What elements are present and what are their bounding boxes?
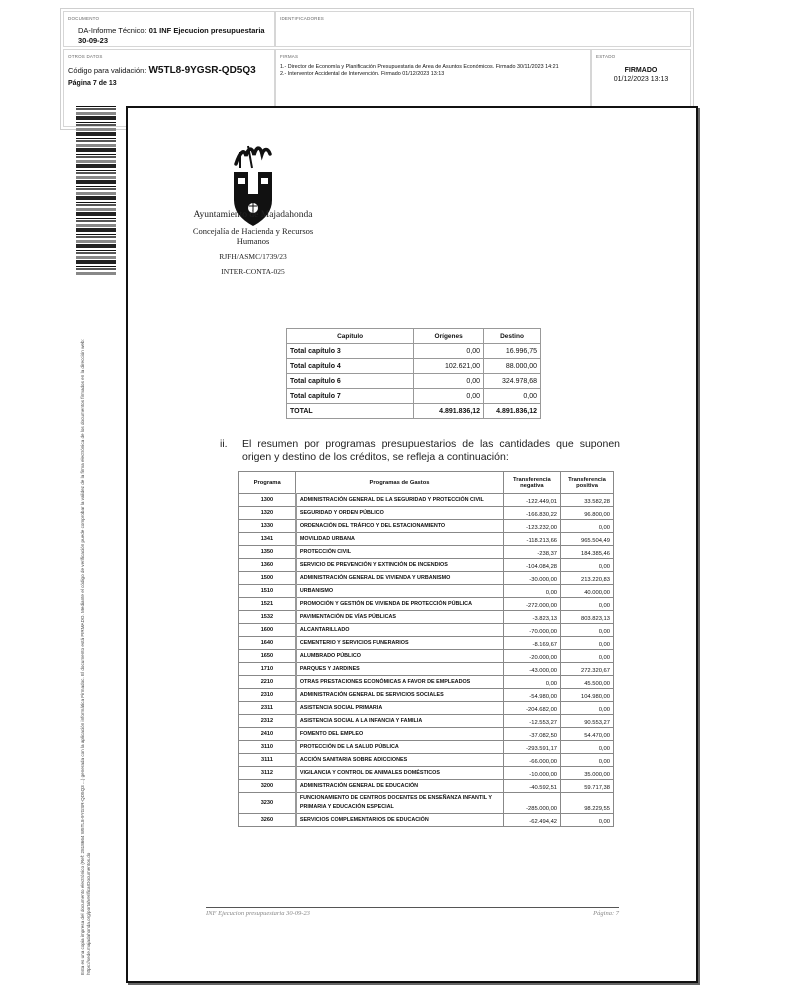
table-row xyxy=(239,793,614,814)
barcode-bar xyxy=(76,108,116,110)
page-count: Página 7 de 13 xyxy=(68,80,117,87)
descripcion-cell: SERVICIOS COMPLEMENTARIOS DE EDUCACIÓN xyxy=(296,814,503,827)
firma-item: 2.- Interventor Accidental de Intervención. Firmado 01/12/2023 13:13 xyxy=(280,71,445,77)
table-row xyxy=(239,494,614,507)
column-header: Transferencia positiva xyxy=(561,472,614,494)
column-header: Transferencia negativa xyxy=(503,472,560,494)
barcode-bar xyxy=(76,252,116,254)
barcode-bar xyxy=(76,112,116,115)
descripcion-cell: OTRAS PRESTACIONES ECONÓMICAS A FAVOR DE EMPLEADOS xyxy=(296,676,503,689)
barcode-bar xyxy=(76,128,116,131)
programa-cell: 3110 xyxy=(239,741,296,754)
positiva-cell: 272.320,67 xyxy=(561,663,614,676)
negativa-cell: -30.000,00 xyxy=(503,572,560,585)
footer-divider xyxy=(206,907,619,908)
descripcion-cell: PROMOCIÓN Y GESTIÓN DE VIVIENDA DE PROTECCIÓN PÚBLICA xyxy=(296,598,503,611)
negativa-cell: -8.169,67 xyxy=(503,637,560,650)
origenes-cell: 102.621,00 xyxy=(414,359,484,374)
negativa-cell: -104.084,28 xyxy=(503,559,560,572)
descripcion-cell: ADMINISTRACIÓN GENERAL DE VIVIENDA Y URBANISMO xyxy=(296,572,503,585)
barcode-bar xyxy=(76,208,116,211)
barcode-bar xyxy=(76,260,116,264)
origenes-cell: 4.891.836,12 xyxy=(414,404,484,419)
verification-side-text: Esta es una copia impresa del documento electrónico (Ref: 2818664 W5TL8-9YGSR-QD5Q3 ...) generada con la aplicación informática Firmadoc. El documento está FIRMADO. Mediante el código de verificación puede comprobar la validez de la firma electrónica de los documentos firmados en la dirección web: https://sede.majadahonda.org/portalVerificarDocumentos.do xyxy=(80,339,91,975)
programa-cell: 2312 xyxy=(239,715,296,728)
table-row xyxy=(239,780,614,793)
table-row xyxy=(239,728,614,741)
descripcion-cell: FOMENTO DEL EMPLEO xyxy=(296,728,503,741)
column-header: Orígenes xyxy=(414,329,484,344)
programa-cell: 1710 xyxy=(239,663,296,676)
positiva-cell: 35.000,00 xyxy=(561,767,614,780)
table-row xyxy=(239,814,614,827)
barcode-bar xyxy=(76,138,116,139)
table-row xyxy=(239,689,614,702)
descripcion-cell: ADMINISTRACIÓN GENERAL DE EDUCACIÓN xyxy=(296,780,503,793)
document-page xyxy=(126,106,698,983)
documento-cell xyxy=(63,11,275,47)
negativa-cell: -20.000,00 xyxy=(503,650,560,663)
barcode-bar xyxy=(76,220,116,222)
table-row xyxy=(239,715,614,728)
table-row xyxy=(287,359,541,374)
programa-cell: 1650 xyxy=(239,650,296,663)
positiva-cell: 90.553,27 xyxy=(561,715,614,728)
column-header: Programa xyxy=(239,472,296,494)
descripcion-cell: PROTECCIÓN DE LA SALUD PÚBLICA xyxy=(296,741,503,754)
footer-page-number: Página: 7 xyxy=(593,910,619,917)
barcode-bar xyxy=(76,236,116,238)
positiva-cell: 104.980,00 xyxy=(561,689,614,702)
negativa-cell: -123.232,00 xyxy=(503,520,560,533)
programa-cell: 1300 xyxy=(239,494,296,507)
descripcion-cell: PARQUES Y JARDINES xyxy=(296,663,503,676)
table-header-row xyxy=(287,329,541,344)
table-row xyxy=(239,624,614,637)
positiva-cell: 0,00 xyxy=(561,520,614,533)
column-header: Programas de Gastos xyxy=(296,472,503,494)
positiva-cell: 184.385,46 xyxy=(561,546,614,559)
negativa-cell: 0,00 xyxy=(503,585,560,598)
programa-cell: 1320 xyxy=(239,507,296,520)
descripcion-cell: VIGILANCIA Y CONTROL DE ANIMALES DOMÉSTICOS xyxy=(296,767,503,780)
origenes-cell: 0,00 xyxy=(414,389,484,404)
descripcion-cell: ALCANTARILLADO xyxy=(296,624,503,637)
programa-cell: 1330 xyxy=(239,520,296,533)
barcode-bar xyxy=(76,224,116,227)
negativa-cell: -37.082,50 xyxy=(503,728,560,741)
positiva-cell: 98.229,55 xyxy=(561,793,614,814)
descripcion-cell: MOVILIDAD URBANA xyxy=(296,533,503,546)
barcode-bar xyxy=(76,176,116,179)
table-row xyxy=(239,663,614,676)
label-cell: TOTAL xyxy=(287,404,414,419)
table-row xyxy=(239,650,614,663)
descripcion-cell: ASISTENCIA SOCIAL PRIMARIA xyxy=(296,702,503,715)
barcode-bar xyxy=(76,218,116,219)
programa-cell: 3112 xyxy=(239,767,296,780)
table-row xyxy=(239,585,614,598)
barcode-bar xyxy=(76,240,116,243)
barcode-bar xyxy=(76,212,116,216)
programa-cell: 1350 xyxy=(239,546,296,559)
table-row xyxy=(239,598,614,611)
barcode-bar xyxy=(76,164,116,168)
paragraph-text: El resumen por programas presupuestarios de las cantidades que suponen origen y destino de los créditos, se refleja a continuación: xyxy=(242,438,620,463)
table-row xyxy=(239,741,614,754)
positiva-cell: 965.504,49 xyxy=(561,533,614,546)
barcode-bar xyxy=(76,268,116,270)
descripcion-cell: PAVIMENTACIÓN DE VÍAS PÚBLICAS xyxy=(296,611,503,624)
negativa-cell: -272.000,00 xyxy=(503,598,560,611)
barcode-bar xyxy=(76,234,116,235)
descripcion-cell: ADMINISTRACIÓN GENERAL DE LA SEGURIDAD Y PROTECCIÓN CIVIL xyxy=(296,494,503,507)
barcode-bar xyxy=(76,266,116,267)
reference-code: RJFH/ASMC/1739/23 xyxy=(219,251,287,261)
origenes-cell: 0,00 xyxy=(414,344,484,359)
negativa-cell: -70.000,00 xyxy=(503,624,560,637)
label-cell: Total capítulo 6 xyxy=(287,374,414,389)
barcode-bar xyxy=(76,202,116,203)
table-row xyxy=(239,572,614,585)
label-cell: Total capítulo 3 xyxy=(287,344,414,359)
origenes-cell: 0,00 xyxy=(414,374,484,389)
negativa-cell: -62.494,42 xyxy=(503,814,560,827)
reference-code-2: INTER-CONTA-025 xyxy=(221,266,285,276)
negativa-cell: -43.000,00 xyxy=(503,663,560,676)
table-header-row xyxy=(239,472,614,494)
descripcion-cell: ADMINISTRACIÓN GENERAL DE SERVICIOS SOCIALES xyxy=(296,689,503,702)
programs-table xyxy=(238,471,614,827)
negativa-cell: -54.980,00 xyxy=(503,689,560,702)
table-row xyxy=(239,702,614,715)
document-title: DA-Informe Técnico: 01 INF Ejecucion presupuestaria 30-09-23 xyxy=(78,26,265,45)
firmas-label: FIRMAS xyxy=(280,54,299,59)
descripcion-cell: ALUMBRADO PÚBLICO xyxy=(296,650,503,663)
negativa-cell: -118.213,66 xyxy=(503,533,560,546)
barcode-bar xyxy=(76,116,116,120)
descripcion-cell: PROTECCIÓN CIVIL xyxy=(296,546,503,559)
barcode-bar xyxy=(76,144,116,147)
programa-cell: 1510 xyxy=(239,585,296,598)
barcode-bar xyxy=(76,250,116,251)
otros-datos-label: OTROS DATOS xyxy=(68,54,103,59)
positiva-cell: 45.500,00 xyxy=(561,676,614,689)
programa-cell: 3260 xyxy=(239,814,296,827)
positiva-cell: 40.000,00 xyxy=(561,585,614,598)
table-row xyxy=(239,520,614,533)
barcode-bar xyxy=(76,122,116,123)
organization-name: Ayuntamiento de Majadahonda xyxy=(193,210,313,220)
positiva-cell: 33.582,28 xyxy=(561,494,614,507)
label-cell: Total capítulo 7 xyxy=(287,389,414,404)
programa-cell: 1341 xyxy=(239,533,296,546)
department-name: Concejalía de Hacienda y Recursos Humanos xyxy=(192,225,314,246)
positiva-cell: 0,00 xyxy=(561,559,614,572)
column-header: Destino xyxy=(484,329,541,344)
barcode-bar xyxy=(76,186,116,187)
positiva-cell: 0,00 xyxy=(561,637,614,650)
table-row xyxy=(239,611,614,624)
barcode-bar xyxy=(76,196,116,200)
barcode-bar xyxy=(76,180,116,184)
negativa-cell: -10.000,00 xyxy=(503,767,560,780)
positiva-cell: 0,00 xyxy=(561,741,614,754)
programa-cell: 1521 xyxy=(239,598,296,611)
programa-cell: 2410 xyxy=(239,728,296,741)
programa-cell: 2311 xyxy=(239,702,296,715)
positiva-cell: 0,00 xyxy=(561,754,614,767)
destino-cell: 0,00 xyxy=(484,389,541,404)
barcode-bar xyxy=(76,256,116,259)
label-cell: Total capítulo 4 xyxy=(287,359,414,374)
barcode-bar xyxy=(76,272,116,275)
table-row xyxy=(239,559,614,572)
barcode-bar xyxy=(76,228,116,232)
programa-cell: 2210 xyxy=(239,676,296,689)
summary-paragraph xyxy=(220,438,620,463)
barcode-bar xyxy=(76,188,116,190)
barcode-bar xyxy=(76,204,116,206)
validation-code: Código para validación: W5TL8-9YGSR-QD5Q3 xyxy=(68,65,256,76)
identificadores-label: IDENTIFICADORES xyxy=(280,16,325,21)
negativa-cell: -66.000,00 xyxy=(503,754,560,767)
estado-date: 01/12/2023 13:13 xyxy=(613,76,669,83)
barcode-bar xyxy=(76,154,116,155)
negativa-cell: 0,00 xyxy=(503,676,560,689)
positiva-cell: 213.220,83 xyxy=(561,572,614,585)
identificadores-cell xyxy=(275,11,691,47)
organization-block xyxy=(188,210,318,276)
negativa-cell: -166.830,22 xyxy=(503,507,560,520)
destino-cell: 16.996,75 xyxy=(484,344,541,359)
negativa-cell: -204.682,00 xyxy=(503,702,560,715)
programa-cell: 3200 xyxy=(239,780,296,793)
table-row xyxy=(239,767,614,780)
programa-cell: 2310 xyxy=(239,689,296,702)
table-row xyxy=(287,389,541,404)
table-row xyxy=(239,546,614,559)
positiva-cell: 0,00 xyxy=(561,650,614,663)
descripcion-cell: ORDENACIÓN DEL TRÁFICO Y DEL ESTACIONAMIENTO xyxy=(296,520,503,533)
positiva-cell: 0,00 xyxy=(561,598,614,611)
positiva-cell: 0,00 xyxy=(561,702,614,715)
negativa-cell: -293.591,17 xyxy=(503,741,560,754)
list-marker: ii. xyxy=(220,438,228,450)
barcode-bar xyxy=(76,172,116,174)
descripcion-cell: ASISTENCIA SOCIAL A LA INFANCIA Y FAMILIA xyxy=(296,715,503,728)
programa-cell: 3230 xyxy=(239,793,296,814)
negativa-cell: -122.449,01 xyxy=(503,494,560,507)
positiva-cell: 96.800,00 xyxy=(561,507,614,520)
total-row xyxy=(287,404,541,419)
negativa-cell: -238,37 xyxy=(503,546,560,559)
table-row xyxy=(287,344,541,359)
programa-cell: 1640 xyxy=(239,637,296,650)
barcode-bar xyxy=(76,124,116,126)
table-row xyxy=(239,533,614,546)
firmas-list xyxy=(280,64,559,78)
destino-cell: 324.978,68 xyxy=(484,374,541,389)
barcode-bar xyxy=(76,148,116,152)
descripcion-cell: URBANISMO xyxy=(296,585,503,598)
barcode-bar xyxy=(76,170,116,171)
descripcion-cell: FUNCIONAMIENTO DE CENTROS DOCENTES DE ENSEÑANZA INFANTIL Y PRIMARIA Y EDUCACIÓN ESPECIAL xyxy=(296,793,503,814)
barcode-bar xyxy=(76,160,116,163)
positiva-cell: 0,00 xyxy=(561,624,614,637)
destino-cell: 88.000,00 xyxy=(484,359,541,374)
barcode-bar xyxy=(76,140,116,142)
barcode-bar xyxy=(76,132,116,136)
chapter-summary-table xyxy=(286,328,541,419)
table-row xyxy=(239,676,614,689)
negativa-cell: -40.592,51 xyxy=(503,780,560,793)
descripcion-cell: CEMENTERIO Y SERVICIOS FUNERARIOS xyxy=(296,637,503,650)
negativa-cell: -12.553,27 xyxy=(503,715,560,728)
firma-item: 1.- Director de Economía y Planificación Presupuestaria de Area de Asuntos Económicos. Firmado 30/11/2023 14:21 xyxy=(280,64,559,70)
barcode-bar xyxy=(76,244,116,248)
table-row xyxy=(287,374,541,389)
barcode-bar xyxy=(76,192,116,195)
table-row xyxy=(239,507,614,520)
positiva-cell: 59.717,38 xyxy=(561,780,614,793)
footer-document-name: INF Ejecucion presupuestaria 30-09-23 xyxy=(206,910,310,917)
positiva-cell: 803.823,13 xyxy=(561,611,614,624)
documento-label: DOCUMENTO xyxy=(68,16,100,21)
positiva-cell: 0,00 xyxy=(561,814,614,827)
barcode-bar xyxy=(76,156,116,158)
estado-value: FIRMADO xyxy=(624,67,658,74)
descripcion-cell: ACCIÓN SANITARIA SOBRE ADICCIONES xyxy=(296,754,503,767)
table-row xyxy=(239,637,614,650)
column-header: Capítulo xyxy=(287,329,414,344)
programa-cell: 1360 xyxy=(239,559,296,572)
descripcion-cell: SERVICIO DE PREVENCIÓN Y EXTINCIÓN DE INCENDIOS xyxy=(296,559,503,572)
programa-cell: 3111 xyxy=(239,754,296,767)
estado-label: ESTADO xyxy=(596,54,616,59)
programa-cell: 1500 xyxy=(239,572,296,585)
destino-cell: 4.891.836,12 xyxy=(484,404,541,419)
programa-cell: 1532 xyxy=(239,611,296,624)
table-row xyxy=(239,754,614,767)
programa-cell: 1600 xyxy=(239,624,296,637)
descripcion-cell: SEGURIDAD Y ORDEN PÚBLICO xyxy=(296,507,503,520)
negativa-cell: -285.000,00 xyxy=(503,793,560,814)
barcode-bar xyxy=(76,106,116,107)
barcode-icon xyxy=(76,106,116,276)
positiva-cell: 54.470,00 xyxy=(561,728,614,741)
negativa-cell: -3.823,13 xyxy=(503,611,560,624)
